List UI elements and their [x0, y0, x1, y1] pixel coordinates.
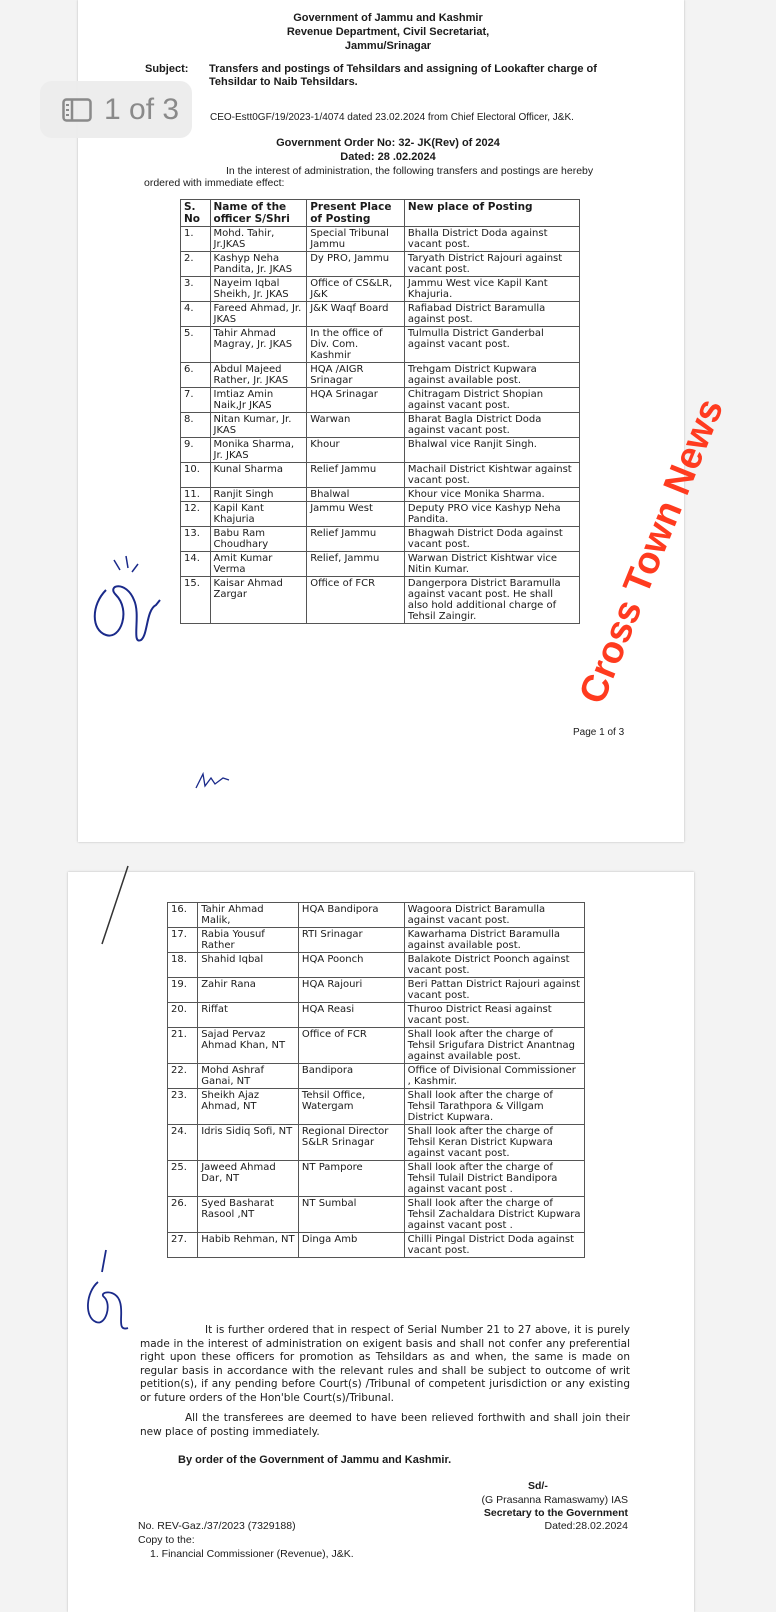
cell-new-posting: Shall look after the charge of Tehsil Keran District Kupwara against vacant post. — [404, 1125, 584, 1161]
page-indicator[interactable] — [40, 81, 192, 138]
table-row — [168, 903, 585, 928]
cell-officer-name: Sajad Pervaz Ahmad Khan, NT — [198, 1028, 299, 1064]
table-row — [181, 552, 580, 577]
cell-sno: 10. — [181, 463, 211, 488]
cell-officer-name: Jaweed Ahmad Dar, NT — [198, 1161, 299, 1197]
letterhead-line-3: Jammu/Srinagar — [344, 40, 432, 52]
cell-present-posting: HQA Rajouri — [298, 978, 404, 1003]
cell-officer-name: Rabia Yousuf Rather — [198, 928, 299, 953]
cell-present-posting: Relief, Jammu — [307, 552, 405, 577]
cell-new-posting: Shall look after the charge of Tehsil Srigufara District Anantnag against available post. — [404, 1028, 584, 1064]
cell-present-posting: Relief Jammu — [307, 527, 405, 552]
cell-present-posting: Dinga Amb — [298, 1233, 404, 1258]
cell-officer-name: Kaisar Ahmad Zargar — [210, 577, 307, 624]
cell-officer-name: Idris Sidiq Sofi, NT — [198, 1125, 299, 1161]
cell-sno: 23. — [168, 1089, 198, 1125]
table-row — [168, 1161, 585, 1197]
cell-sno: 9. — [181, 438, 211, 463]
cell-present-posting: Jammu West — [307, 502, 405, 527]
cell-sno: 2. — [181, 252, 211, 277]
cell-new-posting: Rafiabad District Baramulla against post. — [404, 302, 579, 327]
cell-new-posting: Shall look after the charge of Tehsil Zachaldara District Kupwara against vacant post . — [404, 1197, 584, 1233]
table-row — [168, 1233, 585, 1258]
cell-present-posting: Bhalwal — [307, 488, 405, 502]
cell-new-posting: Wagoora District Baramulla against vacant post. — [404, 903, 584, 928]
cell-new-posting: Kawarhama District Baramulla against available post. — [404, 928, 584, 953]
cell-new-posting: Jammu West vice Kapil Kant Khajuria. — [404, 277, 579, 302]
intro-line-1: In the interest of administration, the following transfers and postings are hereby — [226, 165, 594, 177]
by-order-line: By order of the Government of Jammu and Kashmir. — [178, 1454, 452, 1466]
table-row — [181, 502, 580, 527]
cell-new-posting: Office of Divisional Commissioner , Kashmir. — [404, 1064, 584, 1089]
cell-new-posting: Trehgam District Kupwara against available post. — [404, 363, 579, 388]
signature-scribble-2 — [76, 1242, 146, 1342]
cell-present-posting: Special Tribunal Jammu — [307, 227, 405, 252]
table-row — [181, 388, 580, 413]
table-row — [168, 928, 585, 953]
cell-present-posting: Office of CS&LR, J&K — [307, 277, 405, 302]
cell-sno: 27. — [168, 1233, 198, 1258]
header-officer: Name of the officer S/Shri — [210, 200, 307, 227]
signatory-name: (G Prasanna Ramaswamy) IAS — [481, 1494, 628, 1506]
table-row — [168, 1197, 585, 1233]
cell-sno: 22. — [168, 1064, 198, 1089]
page-indicator-text: 1 of 3 — [104, 92, 180, 126]
cell-sno: 21. — [168, 1028, 198, 1064]
cell-present-posting: HQA Reasi — [298, 1003, 404, 1028]
table-row — [181, 577, 580, 624]
cell-present-posting: Regional Director S&LR Srinagar — [298, 1125, 404, 1161]
cell-new-posting: Thuroo District Reasi against vacant post. — [404, 1003, 584, 1028]
cell-officer-name: Babu Ram Choudhary — [210, 527, 307, 552]
signature-date: Dated:28.02.2024 — [544, 1520, 628, 1532]
subject-text — [209, 63, 649, 89]
cell-present-posting: HQA Poonch — [298, 953, 404, 978]
copy-to-item-1: 1. Financial Commissioner (Revenue), J&K. — [150, 1548, 354, 1560]
cell-new-posting: Shall look after the charge of Tehsil Tulail District Bandipora against vacant post . — [404, 1161, 584, 1197]
header-new-posting: New place of Posting — [404, 200, 579, 227]
cell-present-posting: Tehsil Office, Watergam — [298, 1089, 404, 1125]
table-row — [181, 488, 580, 502]
table-row — [181, 413, 580, 438]
cell-sno: 12. — [181, 502, 211, 527]
cell-sno: 7. — [181, 388, 211, 413]
cell-present-posting: Bandipora — [298, 1064, 404, 1089]
footer-paragraph-1: It is further ordered that in respect of Serial Number 21 to 27 above, it is purely made in the interest of administration on exigent basis and shall not confer any preferential right upon these officers for promotion as Tehsildars as and when, the same is made on regular basis in accordance with the relevant rules and shall be subject to outcome of writ petition(s), if any pending before Court(s) /Tribunal of competent jurisdiction or any existing or future orders of the Hon'ble Court(s)/Tribunal. — [140, 1324, 630, 1404]
table-row — [181, 463, 580, 488]
cell-sno: 15. — [181, 577, 211, 624]
sd-mark: Sd/- — [528, 1480, 548, 1492]
cell-officer-name: Amit Kumar Verma — [210, 552, 307, 577]
cell-officer-name: Riffat — [198, 1003, 299, 1028]
cell-new-posting: Tulmulla District Ganderbal against vacant post. — [404, 327, 579, 363]
cell-new-posting: Shall look after the charge of Tehsil Tarathpora & Villgam District Kupwara. — [404, 1089, 584, 1125]
table-row — [168, 1028, 585, 1064]
order-header — [238, 136, 538, 164]
table-row — [181, 327, 580, 363]
signature-scribble-1 — [86, 550, 166, 660]
table-header-row — [181, 200, 580, 227]
cell-officer-name: Abdul Majeed Rather, Jr. JKAS — [210, 363, 307, 388]
table-row — [181, 438, 580, 463]
cell-new-posting: Chitragam District Shopian against vacant post. — [404, 388, 579, 413]
cell-new-posting: Taryath District Rajouri against vacant post. — [404, 252, 579, 277]
cell-new-posting: Balakote District Poonch against vacant post. — [404, 953, 584, 978]
reference-line: CEO-Estt0GF/19/2023-1/4074 dated 23.02.2024 from Chief Electoral Officer, J&K. — [210, 112, 574, 123]
copy-to-label: Copy to the: — [138, 1534, 195, 1546]
cell-sno: 18. — [168, 953, 198, 978]
header-present-posting: Present Place of Posting — [307, 200, 405, 227]
table-row — [181, 302, 580, 327]
cell-sno: 16. — [168, 903, 198, 928]
cell-officer-name: Imtiaz Amin Naik,Jr JKAS — [210, 388, 307, 413]
signature-block — [468, 1494, 628, 1533]
cell-present-posting: RTI Srinagar — [298, 928, 404, 953]
watermark-text: Cross Town News — [571, 393, 733, 710]
order-number: Government Order No: 32- JK(Rev) of 2024 — [276, 137, 500, 149]
cell-present-posting: HQA Srinagar — [307, 388, 405, 413]
cell-officer-name: Nitan Kumar, Jr. JKAS — [210, 413, 307, 438]
cell-new-posting: Deputy PRO vice Kashyp Neha Pandita. — [404, 502, 579, 527]
header-sno: S. No — [181, 200, 211, 227]
table-row — [168, 953, 585, 978]
cell-officer-name: Tahir Ahmad Malik, — [198, 903, 299, 928]
cell-new-posting: Dangerpora District Baramulla against vacant post. He shall also hold additional charge of Tehsil Zaingir. — [404, 577, 579, 624]
cell-new-posting: Bhalwal vice Ranjit Singh. — [404, 438, 579, 463]
letterhead-line-1: Government of Jammu and Kashmir — [293, 12, 483, 24]
cell-new-posting: Khour vice Monika Sharma. — [404, 488, 579, 502]
cell-officer-name: Fareed Ahmad, Jr. JKAS — [210, 302, 307, 327]
cell-officer-name: Monika Sharma, Jr. JKAS — [210, 438, 307, 463]
table-row — [168, 1003, 585, 1028]
page-curl-line — [98, 864, 138, 954]
cell-officer-name: Mohd. Tahir, Jr.JKAS — [210, 227, 307, 252]
cell-sno: 25. — [168, 1161, 198, 1197]
cell-new-posting: Beri Pattan District Rajouri against vacant post. — [404, 978, 584, 1003]
cell-sno: 20. — [168, 1003, 198, 1028]
cell-officer-name: Ranjit Singh — [210, 488, 307, 502]
postings-table-page-2 — [167, 902, 585, 1258]
table-row — [168, 1125, 585, 1161]
subject-line-1: Transfers and postings of Tehsildars and assigning of Lookafter charge of — [209, 63, 597, 75]
cell-sno: 3. — [181, 277, 211, 302]
cell-sno: 8. — [181, 413, 211, 438]
cell-officer-name: Shahid Iqbal — [198, 953, 299, 978]
cell-sno: 26. — [168, 1197, 198, 1233]
cell-sno: 14. — [181, 552, 211, 577]
postings-table-page-1 — [180, 199, 580, 624]
initials-mark — [193, 770, 233, 792]
cell-sno: 5. — [181, 327, 211, 363]
cell-sno: 11. — [181, 488, 211, 502]
table-row — [181, 252, 580, 277]
table-row — [181, 277, 580, 302]
cell-officer-name: Mohd Ashraf Ganai, NT — [198, 1064, 299, 1089]
subject-line-2: Tehsildar to Naib Tehsildars. — [209, 76, 358, 88]
cell-present-posting: Office of FCR — [307, 577, 405, 624]
cell-present-posting: NT Pampore — [298, 1161, 404, 1197]
cell-present-posting: In the office of Div. Com. Kashmir — [307, 327, 405, 363]
cell-new-posting: Bhagwah District Doda against vacant post. — [404, 527, 579, 552]
table-row — [181, 527, 580, 552]
cell-sno: 24. — [168, 1125, 198, 1161]
cell-present-posting: Khour — [307, 438, 405, 463]
letterhead-line-2: Revenue Department, Civil Secretariat, — [286, 26, 490, 38]
cell-present-posting: Office of FCR — [298, 1028, 404, 1064]
cell-officer-name: Kashyp Neha Pandita, Jr. JKAS — [210, 252, 307, 277]
cell-officer-name: Nayeim Iqbal Sheikh, Jr. JKAS — [210, 277, 307, 302]
signatory-designation: Secretary to the Government — [483, 1507, 628, 1519]
cell-officer-name: Sheikh Ajaz Ahmad, NT — [198, 1089, 299, 1125]
cell-officer-name: Habib Rehman, NT — [198, 1233, 299, 1258]
footer-paragraph-2: All the transferees are deemed to have been relieved forthwith and shall join their new place of posting immediately. — [140, 1412, 630, 1438]
cell-present-posting: HQA /AIGR Srinagar — [307, 363, 405, 388]
page-number: Page 1 of 3 — [573, 727, 625, 738]
cell-sno: 17. — [168, 928, 198, 953]
table-row — [181, 227, 580, 252]
cell-sno: 13. — [181, 527, 211, 552]
order-date: Dated: 28 .02.2024 — [340, 151, 436, 163]
cell-officer-name: Syed Basharat Rasool ,NT — [198, 1197, 299, 1233]
cell-officer-name: Tahir Ahmad Magray, Jr. JKAS — [210, 327, 307, 363]
cell-sno: 4. — [181, 302, 211, 327]
cell-present-posting: HQA Bandipora — [298, 903, 404, 928]
reference-number: No. REV-Gaz./37/2023 (7329188) — [138, 1520, 296, 1532]
cell-sno: 6. — [181, 363, 211, 388]
cell-new-posting: Machail District Kishtwar against vacant post. — [404, 463, 579, 488]
letterhead — [238, 11, 538, 53]
cell-present-posting: NT Sumbal — [298, 1197, 404, 1233]
cell-new-posting: Bhalla District Doda against vacant post. — [404, 227, 579, 252]
cell-new-posting: Bharat Bagla District Doda against vacant post. — [404, 413, 579, 438]
cell-officer-name: Kapil Kant Khajuria — [210, 502, 307, 527]
table-row — [181, 363, 580, 388]
cell-present-posting: Relief Jammu — [307, 463, 405, 488]
cell-present-posting: Warwan — [307, 413, 405, 438]
table-row — [168, 978, 585, 1003]
cell-sno: 19. — [168, 978, 198, 1003]
intro-text — [144, 165, 624, 189]
cell-officer-name: Kunal Sharma — [210, 463, 307, 488]
cell-new-posting: Chilli Pingal District Doda against vacant post. — [404, 1233, 584, 1258]
cell-sno: 1. — [181, 227, 211, 252]
intro-line-2: ordered with immediate effect: — [144, 177, 285, 189]
cell-present-posting: Dy PRO, Jammu — [307, 252, 405, 277]
document-page-2 — [68, 872, 694, 1612]
cell-present-posting: J&K Waqf Board — [307, 302, 405, 327]
cell-officer-name: Zahir Rana — [198, 978, 299, 1003]
cell-new-posting: Warwan District Kishtwar vice Nitin Kumar. — [404, 552, 579, 577]
table-row — [168, 1089, 585, 1125]
subject-label: Subject: — [145, 63, 189, 75]
table-row — [168, 1064, 585, 1089]
thumbnail-list-icon — [62, 98, 92, 122]
